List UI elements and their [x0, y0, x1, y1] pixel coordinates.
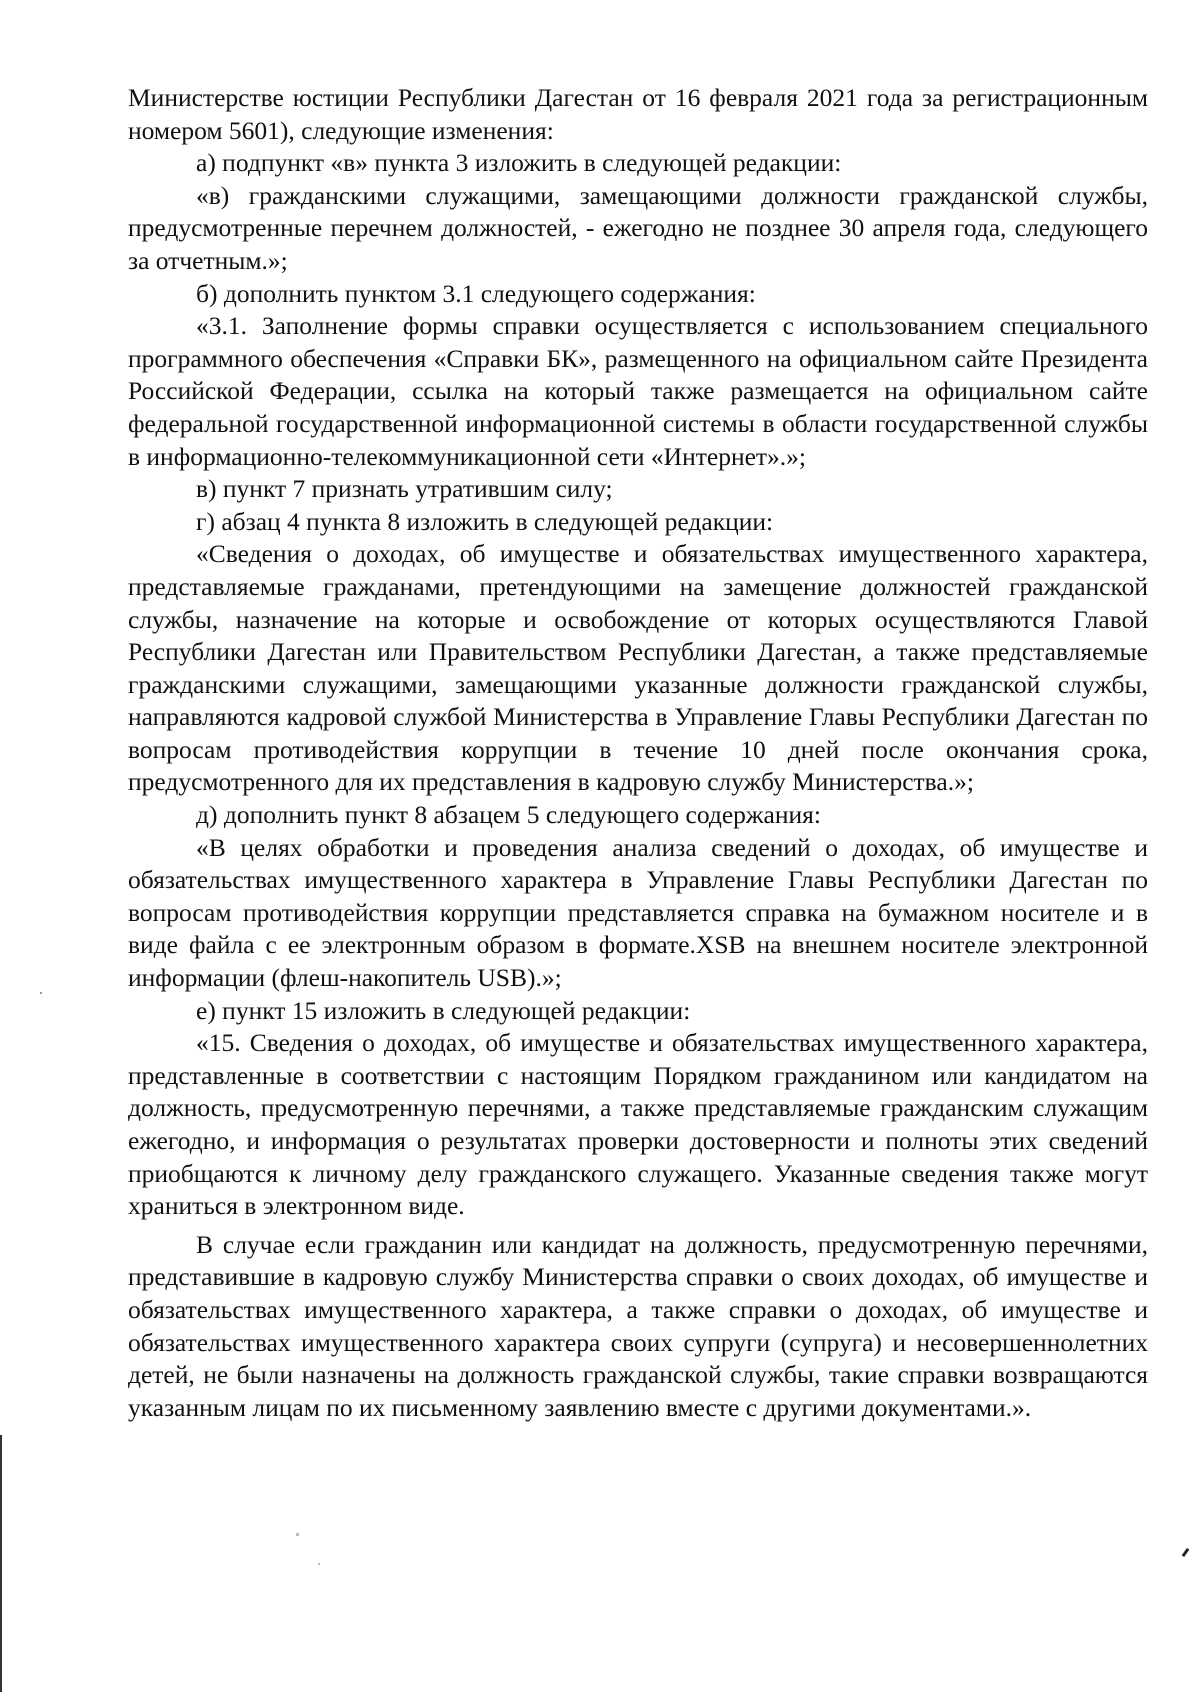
paragraph-v-sluchae: В случае если гражданин или кандидат на должность, предусмотренную перечнями, представившие в кадровую службу Министерства справки о своих доходах, об имуществе и обязательствах имущественного характера, а также справки о доходах, об имуществе и обязательствах имущественного характера своих супруги (супруга) и несовершеннолетних детей, не были назначены на должность гражданской службы, такие справки возвращаются указанным лицам по их письменному заявлению вместе с другими документами.». — [128, 1229, 1148, 1422]
paragraph-item-b: б) дополнить пунктом 3.1 следующего содержания: — [196, 278, 756, 308]
paragraph-quote-3-1: «3.1. Заполнение формы справки осуществляется с использованием специального программного обеспечения «Справки БК», размещенного на официальном сайте Президента Российской Федерации, ссылка на который также размещается на официальном сайте федеральной государственной информационной системы в области государственной службы в информационно-телекоммуникационной сети «Интернет».»; — [128, 311, 1148, 471]
paragraph-continuation: Министерстве юстиции Республики Дагестан от 16 февраля 2021 года за регистрационным номером 5601), следующие изменения: — [128, 83, 1148, 145]
document-body — [128, 82, 1148, 1424]
scan-speck — [318, 1563, 320, 1565]
paragraph-quote-v: «в) гражданскими служащими, замещающими должности гражданской службы, предусмотренные перечнем должностей, - ежегодно не позднее 30 апреля года, следующего за отчетным.»; — [128, 180, 1148, 275]
paragraph-item-a: а) подпункт «в» пункта 3 изложить в следующей редакции: — [196, 148, 842, 178]
scan-edge-line — [0, 1435, 2, 1692]
scan-speck — [296, 1533, 299, 1536]
paragraph-quote-svedeniya: «Сведения о доходах, об имуществе и обязательствах имущественного характера, представляемые гражданами, претендующими на замещение должностей гражданской службы, назначение на которые и освобождение от которых осуществляются Главой Республики Дагестан или Правительством Республики Дагестан, а также представляемые гражданскими служащими, замещающими указанные должности гражданской службы, направляются кадровой службой Министерства в Управление Главы Республики Дагестан по вопросам противодействия коррупции в течение 10 дней после окончания срока, предусмотренного для их представления в кадровую службу Министерства.»; — [128, 539, 1148, 797]
paragraph-quote-15: «15. Сведения о доходах, об имуществе и обязательствах имущественного характера, представленные в соответствии с настоящим Порядком гражданином или кандидатом на должность, предусмотренную перечнями, а также представляемые гражданским служащим ежегодно, и информация о результатах проверки достоверности и полноты этих сведений приобщаются к личному делу гражданского служащего. Указанные сведения также могут храниться в электронном виде. — [128, 1028, 1148, 1221]
scan-pen-mark — [1182, 1548, 1190, 1557]
paragraph-item-e: е) пункт 15 изложить в следующей редакции: — [196, 995, 691, 1025]
paragraph-item-d: д) дополнить пункт 8 абзацем 5 следующего содержания: — [196, 800, 821, 830]
paragraph-item-g: г) абзац 4 пункта 8 изложить в следующей редакции: — [196, 506, 774, 536]
paragraph-quote-v-tselyakh: «В целях обработки и проведения анализа сведений о доходах, об имуществе и обязательствах имущественного характера в Управление Главы Республики Дагестан по вопросам противодействия коррупции представляется справка на бумажном носителе и в виде файла с ее электронным образом в формате.XSB на внешнем носителе электронной информации (флеш-накопитель USB).»; — [128, 832, 1148, 993]
paragraph-item-v: в) пункт 7 признать утратившим силу; — [196, 474, 613, 504]
scan-speck — [40, 992, 42, 994]
